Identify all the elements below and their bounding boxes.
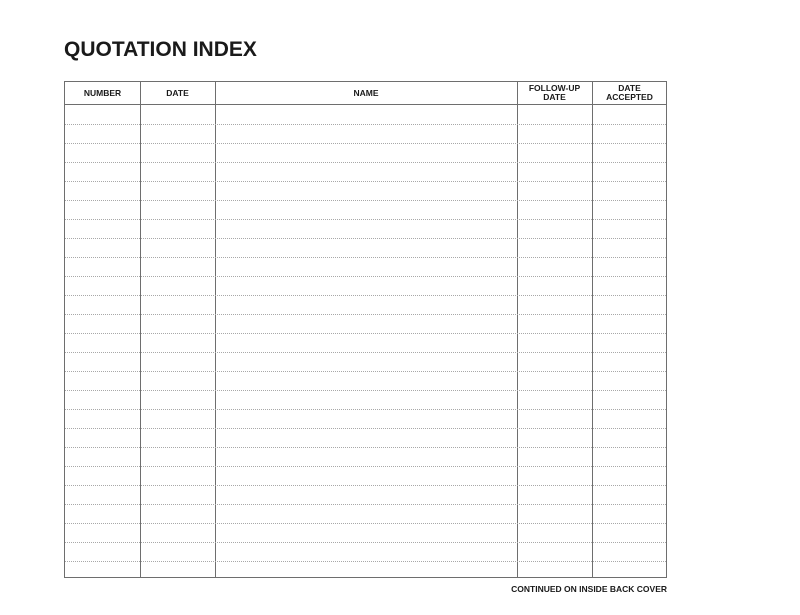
- column-divider: [215, 82, 216, 577]
- entry-row-line: [65, 257, 666, 258]
- entry-row-line: [65, 124, 666, 125]
- entry-row-line: [65, 371, 666, 372]
- column-header-date: [140, 82, 215, 104]
- column-header-label: DATE: [166, 87, 189, 98]
- entry-row-line: [65, 447, 666, 448]
- entry-row-line: [65, 428, 666, 429]
- column-header-date-accepted: [592, 82, 667, 104]
- page-title: QUOTATION INDEX: [64, 38, 257, 61]
- column-header-label-line2: DATE: [543, 92, 566, 102]
- column-header-follow-up-date: [517, 82, 592, 104]
- quotation-index-table: [64, 81, 667, 578]
- entry-row-line: [65, 143, 666, 144]
- entry-row-line: [65, 485, 666, 486]
- column-header-label-line2: ACCEPTED: [606, 92, 653, 102]
- entry-row-line: [65, 409, 666, 410]
- entry-row-line: [65, 504, 666, 505]
- entry-row-line: [65, 295, 666, 296]
- entry-row-line: [65, 200, 666, 201]
- column-divider: [140, 82, 141, 577]
- entry-row-line: [65, 314, 666, 315]
- entry-row-line: [65, 542, 666, 543]
- column-header-label: NUMBER: [83, 87, 122, 98]
- entry-row-line: [65, 162, 666, 163]
- entry-row-line: [65, 390, 666, 391]
- entry-row-line: [65, 466, 666, 467]
- table-header: [65, 82, 666, 105]
- entry-row-line: [65, 561, 666, 562]
- entry-row-line: [65, 523, 666, 524]
- entry-row-line: [65, 238, 666, 239]
- column-header-name: [215, 82, 517, 104]
- column-header-label: DATE: [618, 83, 641, 93]
- column-header-label: FOLLOW-UP: [528, 83, 581, 93]
- entry-row-line: [65, 181, 666, 182]
- column-divider: [592, 82, 593, 577]
- column-header-number: [65, 82, 140, 104]
- entry-row-line: [65, 219, 666, 220]
- entry-row-line: [65, 276, 666, 277]
- continuation-note: CONTINUED ON INSIDE BACK COVER: [511, 584, 667, 594]
- column-header-label: NAME: [353, 87, 379, 98]
- column-divider: [517, 82, 518, 577]
- entry-row-line: [65, 352, 666, 353]
- entry-row-line: [65, 333, 666, 334]
